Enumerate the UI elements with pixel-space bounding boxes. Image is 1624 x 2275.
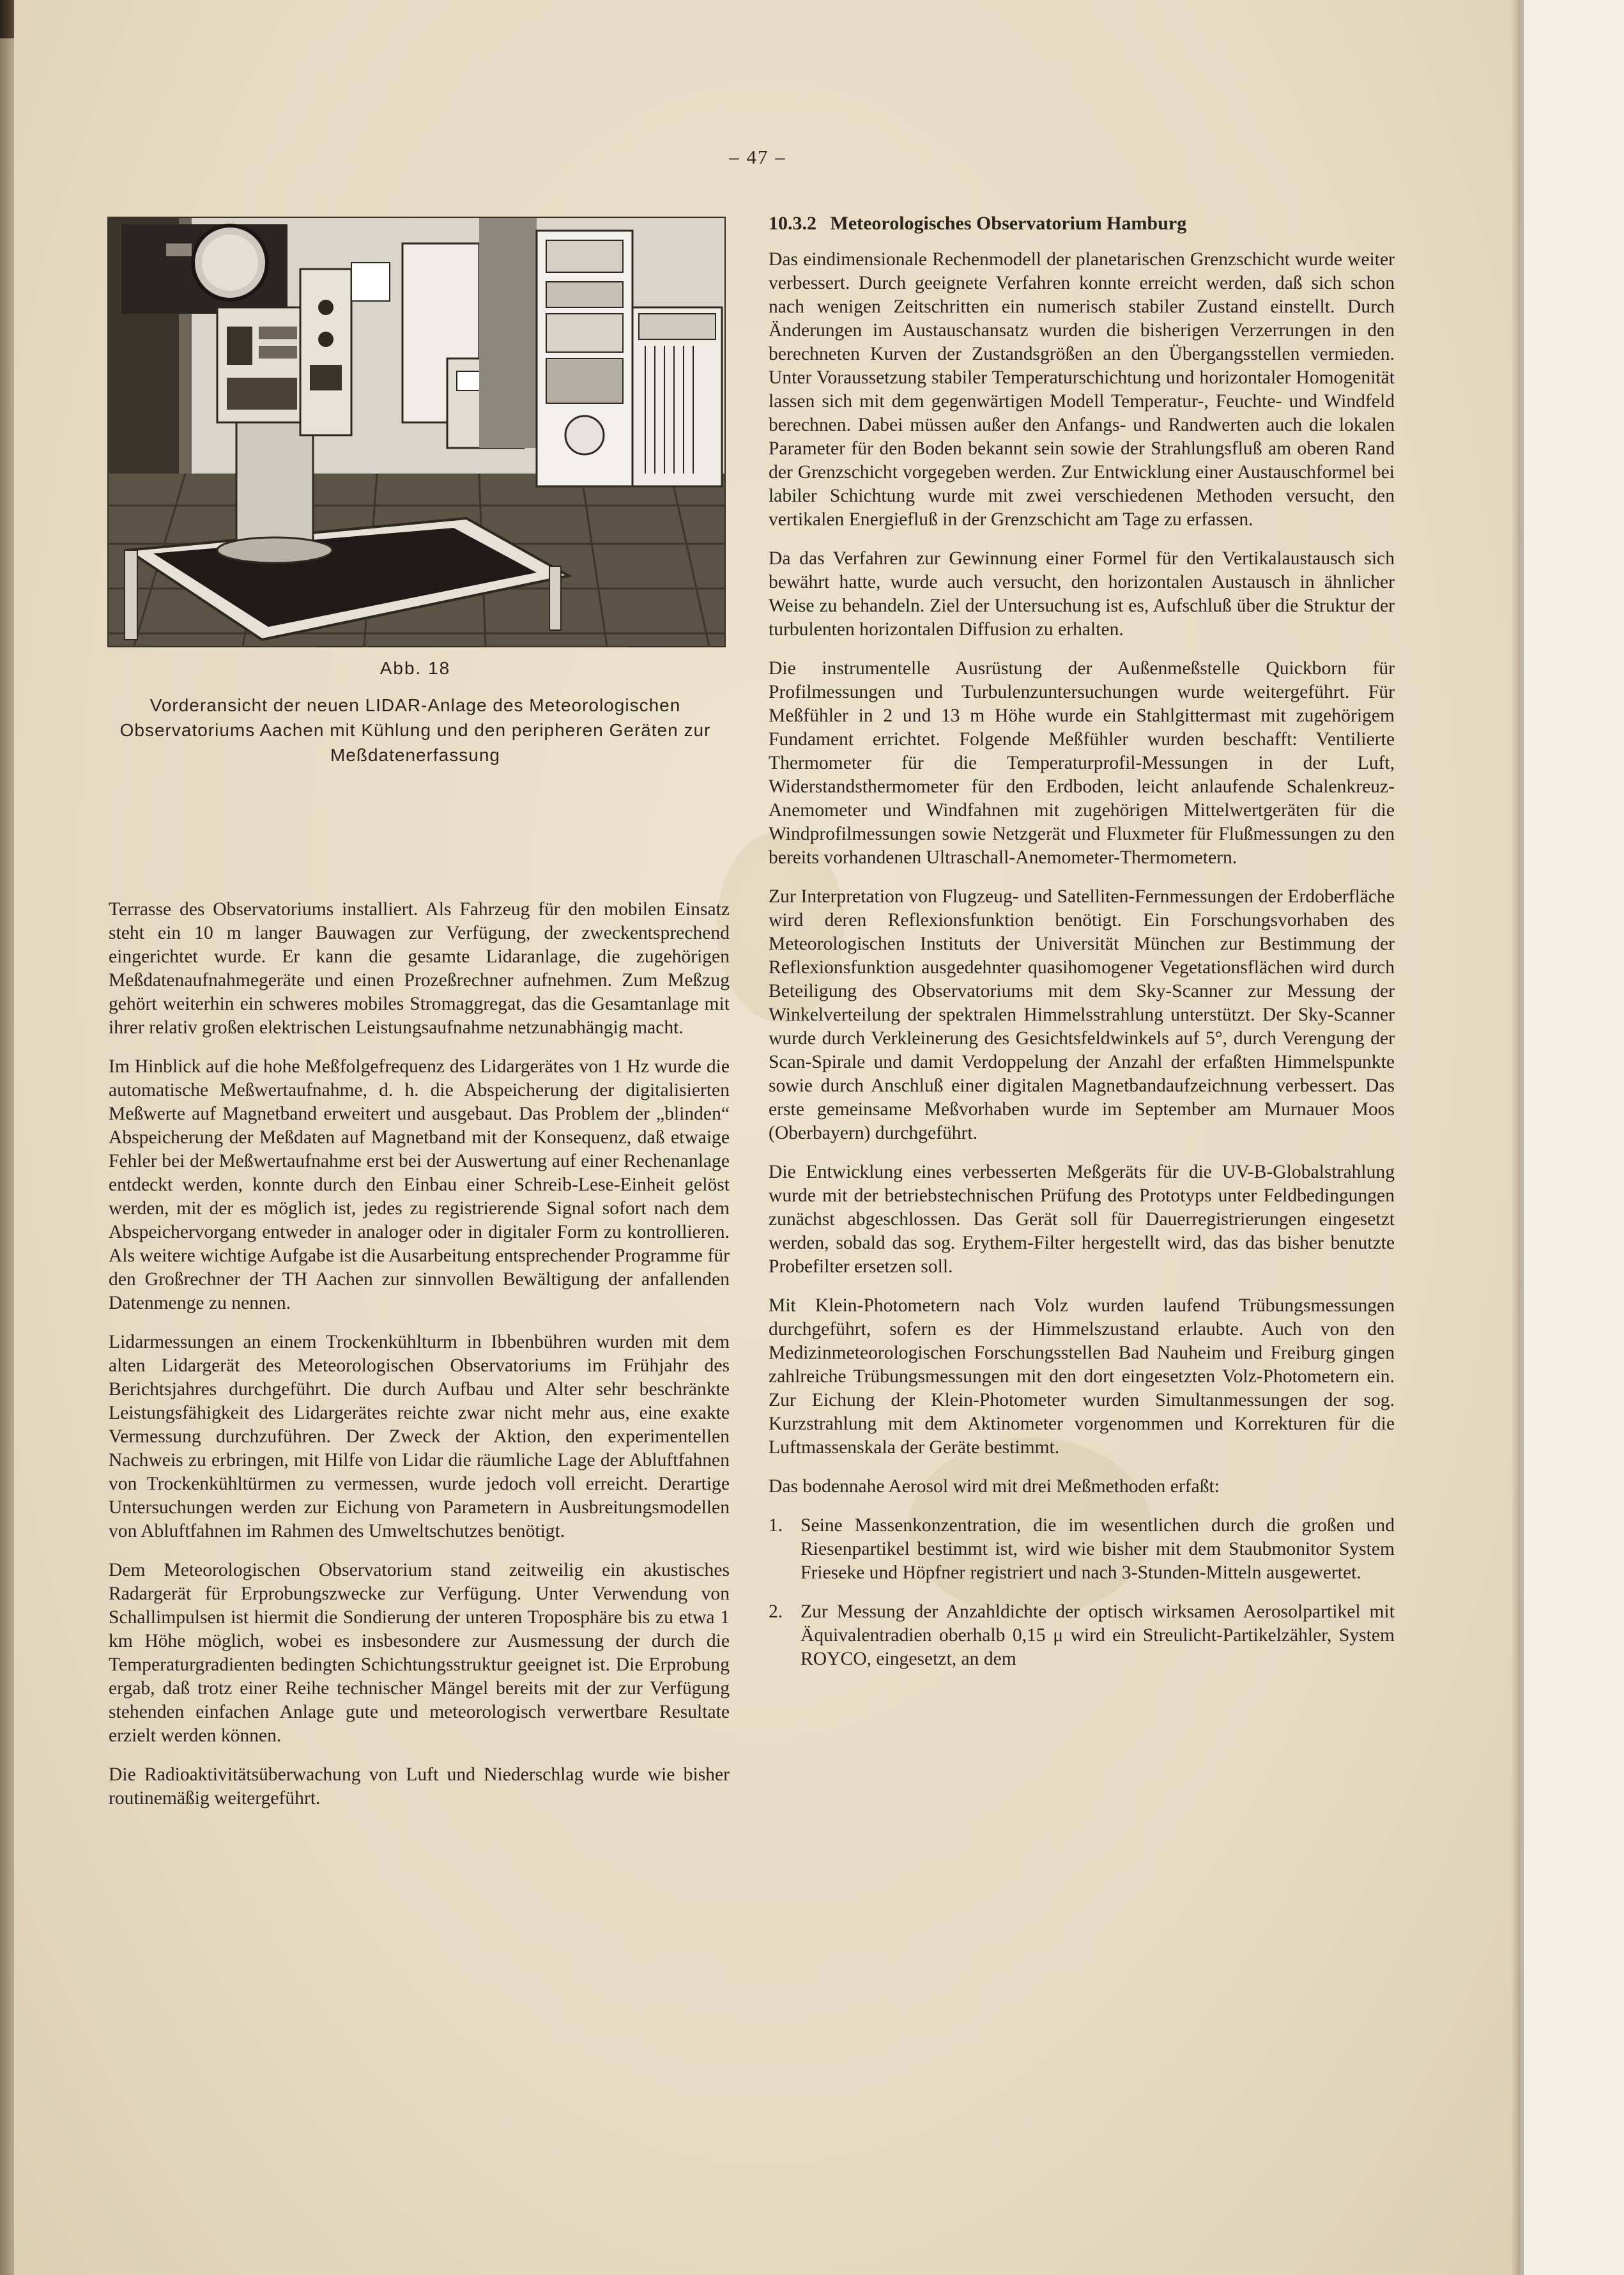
- section-heading: [769, 212, 1395, 235]
- aerosol-method-list: [769, 1514, 1395, 1671]
- paragraph: Das eindimensionale Rechenmodell der planetarischen Grenzschicht wurde weiter verbessert. Durch geeignete Verfahren konnte erreicht werden, daß sich schon nach wenigen Zeitschritten ein numerisch stabiler Zustand einstellt. Durch Änderungen im Austauschansatz wurden die bisherigen Verzerrungen in den berechneten Kurven der Zustandsgrößen an den Übergangsstellen vermieden. Unter Voraussetzung stabiler Temperaturschichtung und horizontaler Homogenität lassen sich mit dem gegenwärtigen Modell Temperatur-, Feuchte- und Windfeld berechnen. Dabei müssen außer den Anfangs- und Randwerten auch die lokalen Parameter für den Boden bekannt sein sowie der Strahlungsfluß am oberen Rand der Grenzschicht vorgegeben werden. Zur Entwicklung einer Austauschformel bei labiler Schichtung wurde mit zwei verschiedenen Methoden versucht, den vertikalen Energiefluß in der Grenzschicht am Tage zu erfassen.: [769, 249, 1395, 530]
- list-item: [769, 1600, 1395, 1671]
- lidar-photograph: [107, 217, 726, 647]
- paragraph: Die instrumentelle Ausrüstung der Außenmeßstelle Quickborn für Profilmessungen und Turbulenzuntersuchungen wurde weitergeführt. Für Meßfühler in 2 und 13 m Höhe wurde ein Stahlgittermast mit zugehörigem Fundament errichtet. Folgende Meßfühler wurden beschafft: Ventilierte Thermometer für die Temperaturprofil-Messungen in der Luft, Widerstandsthermometer für den Erdboden, leicht anlaufende Schalenkreuz-Anemometer und Windfahnen mit zugehörigen Mittelwertgeräten für die Windprofilmessungen sowie Netzgerät und Fluxmeter für Flußmessungen zu den bereits vorhandenen Ultraschall-Anemometer-Thermometern.: [769, 658, 1395, 868]
- paragraph: Da das Verfahren zur Gewinnung einer Formel für den Vertikalaustausch sich bewährt hatte, wurde auch versucht, den horizontalen Austausch in ähnlicher Weise zu behandeln. Ziel der Untersuchung ist es, Aufschluß über die Struktur der turbulenten horizontalen Diffusion zu erhalten.: [769, 548, 1395, 640]
- page-margin-strip: [1521, 0, 1624, 2275]
- section-number: 10.3.2: [769, 213, 816, 234]
- figure-label: Abb. 18: [379, 658, 451, 678]
- list-item-text: Seine Massenkonzentration, die im wesentlichen durch die großen und Riesenpartikel bestimmt ist, wird wie bisher mit dem Staubmonitor System Frieseke und Höpfner registriert und nach 3-Stunden-Mitteln ausgewertet.: [801, 1515, 1395, 1583]
- page-number: – 47 –: [729, 146, 786, 168]
- page-edge-shadow: [1511, 0, 1524, 2275]
- paragraph: Zur Interpretation von Flugzeug- und Satelliten-Fernmessungen der Erdoberfläche wird deren Reflexionsfunktion benötigt. Ein Forschungsvorhaben des Meteorologischen Instituts der Universität München zur Bestimmung der Reflexionsfunktion ausgedehnter quasihomogener Vegetationsflächen wird durch Beteiligung des Observatoriums mit dem Sky-Scanner zur Messung der Winkelverteilung der spektralen Himmelsstrahlung unterstützt. Der Sky-Scanner wurde durch Verkleinerung des Gesichtsfeldwinkels auf 5°, durch Verengung der Scan-Spirale und damit Verdoppelung der Anzahl der erfaßten Himmelspunkte sowie durch Anschluß einer digitalen Magnetbandaufzeichnung verbessert. Das erste gemeinsame Meßvorhaben wurde im September am Murnauer Moos (Oberbayern) durchgeführt.: [769, 886, 1395, 1143]
- paragraph: Dem Meteorologischen Observatorium stand zeitweilig ein akustisches Radargerät für Erprobungszwecke zur Verfügung. Unter Verwendung von Schallimpulsen ist hiermit die Sondierung der unteren Troposphäre bis zu etwa 1 km Höhe möglich, wobei es insbesondere zur Ausmessung der durch die Temperaturgradienten bedingten Schichtungsstruktur geeignet ist. Die Erprobung ergab, daß trotz einer Reihe technischer Mängel bereits mit der zur Verfügung stehenden einfachen Anlage gute und meteorologisch verwertbare Resultate erzielt werden können.: [109, 1560, 730, 1746]
- paragraph: Die Radioaktivitätsüberwachung von Luft und Niederschlag wurde wie bisher routinemäßig weitergeführt.: [109, 1764, 730, 1808]
- lidar-photo-image: [109, 218, 724, 646]
- paragraph: Die Entwicklung eines verbesserten Meßgeräts für die UV-B-Globalstrahlung wurde mit der betriebstechnischen Prüfung des Prototyps unter Feldbedingungen zunächst abgeschlossen. Das Gerät soll für Dauerregistrierungen eingesetzt werden, sobald das sog. Erythem-Filter hergestellt wird, das das bisher benutzte Probefilter ersetzen soll.: [769, 1162, 1395, 1277]
- right-column: [769, 212, 1395, 1686]
- list-marker: 1.: [769, 1515, 783, 1536]
- list-marker: 2.: [769, 1601, 783, 1622]
- list-item: [769, 1514, 1395, 1585]
- list-item-text: Zur Messung der Anzahldichte der optisch wirksamen Aerosolpartikel mit Äquivalentradien oberhalb 0,15 μ wird ein Streulicht-Partikelzähler, System ROYCO, eingesetzt, an dem: [801, 1601, 1395, 1669]
- paragraph: Mit Klein-Photometern nach Volz wurden laufend Trübungsmessungen durchgeführt, sofern es der Himmelszustand erlaubte. Auch von den Medizinmeteorologischen Forschungsstellen Bad Nauheim und Freiburg gingen zahlreiche Trübungsmessungen mit den dort eingesetzten Volz-Photometern ein. Zur Eichung der Klein-Photometer wurden Simultanmessungen der sog. Kurzstrahlung mit dem Aktinometer vorgenommen und Korrekturen für die Luftmassenskala der Geräte bestimmt.: [769, 1295, 1395, 1458]
- paragraph: Terrasse des Observatoriums installiert. Als Fahrzeug für den mobilen Einsatz steht ein 10 m langer Bauwagen zur Verfügung, der zweckentsprechend eingerichtet wurde. Er kann die gesamte Lidaranlage, die zugehörigen Meßdatenaufnahmegeräte und einen Prozeßrechner aufnehmen. Zum Meßzug gehört weiterhin ein schweres mobiles Stromaggregat, das die Gesamtanlage mit ihrer relativ großen elektrischen Leistungsaufnahme netzunabhängig macht.: [109, 899, 730, 1038]
- paragraph: Im Hinblick auf die hohe Meßfolgefrequenz des Lidargerätes von 1 Hz wurde die automatische Meßwertaufnahme, d. h. die Abspeicherung der digitalisierten Meßwerte auf Magnetband erweitert und ausgebaut. Das Problem der „blinden“ Abspeicherung der Meßdaten auf Magnetband mit der Konsequenz, daß etwaige Fehler bei der Meßwertaufnahme erst bei der Auswertung auf einer Rechenanlage entdeckt werden, konnte durch den Einbau einer Schreib-Lese-Einheit gelöst werden, mit der es möglich ist, jedes zu registrierende Signal sofort nach dem Abspeichervorgang entweder in analoger oder in digitaler Form zu kontrollieren. Als weitere wichtige Aufgabe ist die Ausarbeitung entsprechender Programme für den Großrechner der TH Aachen zur sinnvollen Bewältigung der anfallenden Datenmenge zu nennen.: [109, 1056, 730, 1313]
- paragraph: Das bodennahe Aerosol wird mit drei Meßmethoden erfaßt:: [769, 1476, 1220, 1497]
- left-column: [109, 898, 730, 1826]
- figure-caption: Vorderansicht der neuen LIDAR-Anlage des Meteorologischen Observatoriums Aachen mit Kühlung und den peripheren Geräten zur Meßdatenerfassung: [119, 695, 711, 765]
- paragraph: Lidarmessungen an einem Trockenkühlturm in Ibbenbühren wurden mit dem alten Lidargerät des Meteorologischen Observatoriums im Frühjahr des Berichtsjahres durchgeführt. Die durch Aufbau und Alter sehr beschränkte Leistungsfähigkeit des Lidargerätes reichte zwar nicht mehr aus, eine exakte Vermessung durchzuführen. Der Zweck der Aktion, den experimentellen Nachweis zu erbringen, mit Hilfe von Lidar die räumliche Lage der Abluftfahnen von Trockenkühltürmen zu vermessen, wurde jedoch voll erreicht. Derartige Untersuchungen werden zur Eichung von Parametern in Ausbreitungsmodellen von Abluftfahnen im Rahmen des Umweltschutzes benötigt.: [109, 1332, 730, 1541]
- section-title: Meteorologisches Observatorium Hamburg: [830, 213, 1187, 234]
